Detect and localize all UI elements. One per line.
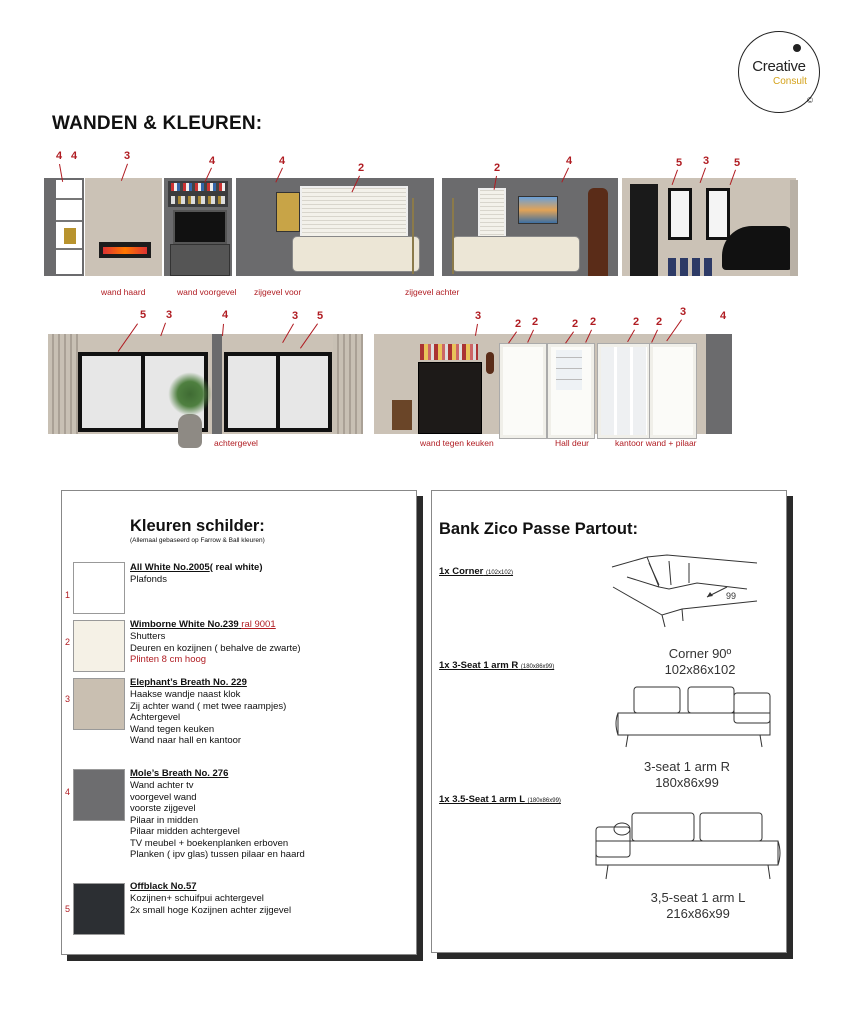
color-uses-2: Shutters Deuren en kozijnen ( behalve de zwarte) Plinten 8 cm hoog	[130, 631, 301, 665]
plant-leaves	[168, 372, 212, 416]
sofa-heading: Bank Zico Passe Partout:	[439, 520, 638, 538]
color-name-1: All White No.2005( real white)	[130, 562, 263, 573]
swatch-moles-breath	[73, 769, 125, 821]
rear-facade-pillar	[212, 334, 222, 434]
color-name-4: Mole’s Breath No. 276	[130, 768, 229, 779]
logo-copyright: ©	[807, 96, 813, 105]
dresser-bottles	[420, 344, 478, 360]
logo-subtext: Consult	[773, 76, 807, 87]
marker-2e: 2	[572, 318, 579, 330]
sofa-panel	[431, 490, 787, 953]
marker-3a: 3	[124, 150, 131, 162]
marker-4a: 4	[56, 150, 63, 162]
color-name-3: Elephant’s Breath No. 229	[130, 677, 247, 688]
three-half-seat-sofa-drawing	[592, 809, 782, 885]
caption-wand-haard: wand haard	[101, 287, 146, 297]
swatch-number-3: 3	[65, 694, 71, 704]
corner-sofa-drawing	[607, 549, 767, 633]
marker-5b: 5	[734, 157, 741, 169]
three-half-seat-caption: 3,5-seat 1 arm L 216x86x99	[650, 890, 746, 921]
marker-5c: 5	[140, 309, 147, 321]
caption-zijgevel-achter: zijgevel achter	[405, 287, 460, 297]
office-glass-wall	[598, 344, 650, 438]
caption-wand-tegen-keuken: wand tegen keuken	[420, 438, 494, 448]
color-uses-5: Kozijnen+ schuifpui achtergevel 2x small hoge Kozijnen achter zijgevel	[130, 893, 292, 916]
paint-heading: Kleuren schilder:	[130, 517, 265, 535]
caption-wand-voorgevel: wand voorgevel	[177, 287, 237, 297]
marker-3f: 3	[680, 306, 687, 318]
marker-4f: 4	[222, 309, 229, 321]
marker-2f: 2	[590, 316, 597, 328]
marker-4c: 4	[209, 155, 216, 167]
sofa-3seat-label: 1x 3-Seat 1 arm R (180x86x99)	[439, 660, 555, 671]
caption-kantoor-wand: kantoor wand + pilaar	[615, 438, 697, 448]
three-seat-caption: 3-seat 1 arm R 180x86x99	[644, 759, 730, 790]
side-table	[392, 400, 412, 430]
potted-plant	[178, 414, 202, 448]
caption-zijgevel-voor: zijgevel voor	[254, 287, 302, 297]
color-name-5: Offblack No.57	[130, 881, 197, 892]
page-title: WANDEN & KLEUREN:	[52, 113, 263, 134]
sofa-35seat-label: 1x 3.5-Seat 1 arm L (180x86x99)	[439, 794, 561, 805]
paint-subheading: (Allemaal gebaseerd op Farrow & Ball kleuren)	[130, 537, 265, 544]
marker-3c: 3	[166, 309, 173, 321]
marker-2d: 2	[532, 316, 539, 328]
elevation-row-2	[0, 0, 853, 460]
marker-2c: 2	[515, 318, 522, 330]
swatch-number-4: 4	[65, 787, 71, 797]
corner-depth-annotation: 99	[726, 591, 737, 601]
paint-colors-panel	[61, 490, 417, 955]
logo-text: Creative	[752, 58, 806, 75]
swatch-all-white	[73, 562, 125, 614]
dresser	[418, 362, 482, 434]
marker-4d: 4	[279, 155, 286, 167]
swatch-wimborne-white	[73, 620, 125, 672]
office-door	[650, 344, 696, 438]
marker-5a: 5	[676, 157, 683, 169]
caption-hall-deur: Hall deur	[555, 438, 590, 448]
hall-door-glass	[556, 350, 582, 390]
caption-achtergevel: achtergevel	[214, 438, 258, 448]
sliding-door-right	[224, 352, 332, 432]
marker-3b: 3	[703, 155, 710, 167]
marker-2a: 2	[358, 162, 365, 174]
marker-5d: 5	[317, 310, 324, 322]
three-seat-sofa-drawing	[614, 683, 774, 753]
office-pillar	[706, 334, 732, 434]
marker-3e: 3	[475, 310, 482, 322]
swatch-number-5: 5	[65, 904, 71, 914]
curtain-left	[48, 334, 78, 434]
kitchen-door	[500, 344, 546, 438]
swatch-number-2: 2	[65, 637, 71, 647]
marker-3d: 3	[292, 310, 299, 322]
marker-2g: 2	[633, 316, 640, 328]
color-name-2: Wimborne White No.239 ral 9001	[130, 619, 276, 630]
marker-4b: 4	[71, 150, 78, 162]
marker-4g: 4	[720, 310, 727, 322]
wall-clock	[486, 352, 494, 374]
swatch-offblack	[73, 883, 125, 935]
swatch-number-1: 1	[65, 590, 71, 600]
marker-4e: 4	[566, 155, 573, 167]
color-uses-3: Haakse wandje naast klok Zij achter wand ( met twee raampjes) Achtergevel Wand tegen keuken Wand naar hall en kantoor	[130, 689, 287, 746]
corner-caption: Corner 90º 102x86x102	[664, 646, 736, 677]
color-uses-1: Plafonds	[130, 574, 167, 585]
marker-2h: 2	[656, 316, 663, 328]
curtain-right-rear	[333, 334, 363, 434]
swatch-elephants-breath	[73, 678, 125, 730]
sofa-corner-label: 1x Corner (102x102)	[439, 566, 514, 577]
marker-2b: 2	[494, 162, 501, 174]
color-uses-4: Wand achter tv voorgevel wand voorste zijgevel Pilaar in midden Pilaar midden achtergevel TV meubel + boekenplanken erboven Planken ( ipv glas) tussen pilaar en haard	[130, 780, 305, 860]
